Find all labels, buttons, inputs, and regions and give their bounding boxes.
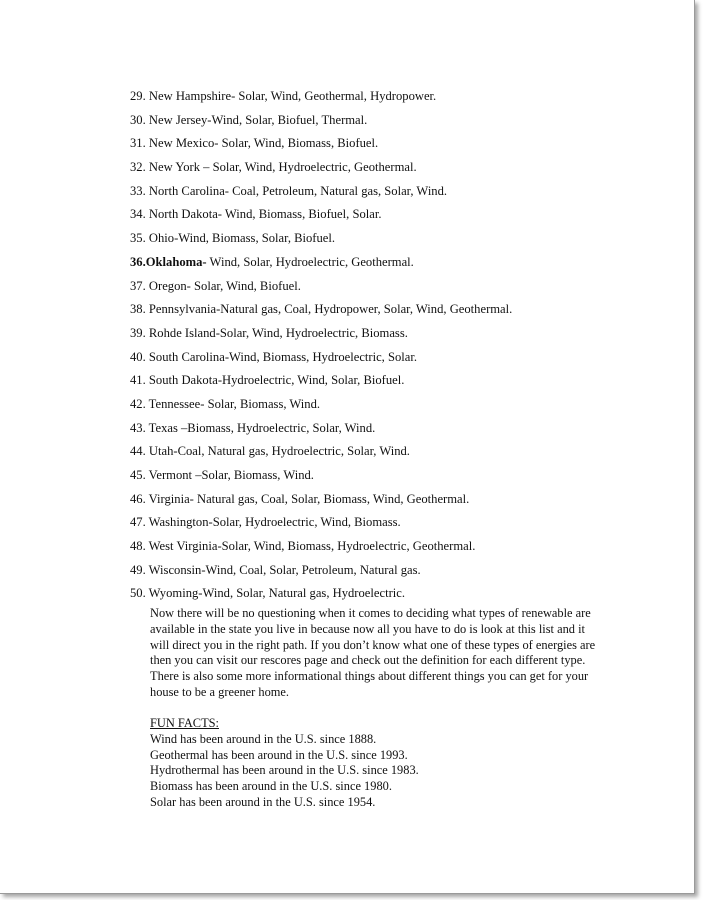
list-item: [130, 560, 670, 584]
item-text: New Mexico- Solar, Wind, Biomass, Biofuel.: [148, 136, 379, 151]
item-text: Rohde Island-Solar, Wind, Hydroelectric, Biomass.: [148, 325, 408, 340]
item-text: Wind, Solar, Hydroelectric, Geothermal.: [206, 254, 414, 269]
item-text: Wyoming-Wind, Solar, Natural gas, Hydroelectric.: [148, 586, 405, 601]
item-number: 31.: [130, 136, 146, 151]
list-item: [130, 394, 670, 418]
item-text: South Carolina-Wind, Biomass, Hydroelectric, Solar.: [148, 349, 418, 364]
list-item: [130, 536, 670, 560]
fun-facts-title: FUN FACTS:: [150, 716, 219, 730]
list-item: [130, 299, 670, 323]
fun-facts-section: [150, 716, 606, 811]
list-item: [130, 489, 670, 513]
item-number: 32.: [130, 160, 146, 175]
item-text: Wisconsin-Wind, Coal, Solar, Petroleum, Natural gas.: [148, 562, 421, 577]
item-number: 39.: [130, 325, 146, 340]
list-item: [130, 157, 670, 181]
item-text: New Jersey-Wind, Solar, Biofuel, Thermal.: [148, 112, 368, 127]
list-item: [130, 181, 670, 205]
list-item: [130, 276, 670, 300]
item-text: West Virginia-Solar, Wind, Biomass, Hydroelectric, Geothermal.: [148, 539, 476, 554]
list-item: [130, 133, 670, 157]
fun-fact: Solar has been around in the U.S. since 1954.: [150, 794, 376, 809]
item-number: 29.: [130, 89, 146, 103]
list-item: [130, 418, 670, 442]
item-number: 50.: [130, 586, 146, 601]
list-item: [130, 228, 670, 252]
item-number: 40.: [130, 349, 146, 364]
list-item: [130, 204, 670, 228]
list-item: [130, 583, 670, 607]
item-number: 47.: [130, 515, 146, 530]
item-state-name: Oklahoma-: [145, 254, 207, 269]
item-number: 49.: [130, 562, 146, 577]
list-item: [130, 252, 670, 276]
item-number: 38.: [130, 302, 146, 317]
item-text: North Dakota- Wind, Biomass, Biofuel, Solar.: [148, 207, 382, 222]
fun-fact: Geothermal has been around in the U.S. since 1993.: [150, 747, 408, 762]
item-number: 45.: [130, 468, 146, 482]
item-number: 30.: [130, 112, 146, 127]
item-number: 37.: [130, 278, 146, 293]
list-item: [130, 323, 670, 347]
item-text: Tennessee- Solar, Biomass, Wind.: [148, 396, 321, 411]
item-text: Virginia- Natural gas, Coal, Solar, Biomass, Wind, Geothermal.: [148, 491, 470, 506]
item-text: Texas –Biomass, Hydroelectric, Solar, Wind.: [148, 420, 376, 435]
list-item: [130, 370, 670, 394]
item-text: Utah-Coal, Natural gas, Hydroelectric, Solar, Wind.: [148, 444, 410, 459]
item-number: 35.: [130, 231, 146, 246]
item-number: 36.: [130, 254, 146, 269]
state-energy-list: [130, 86, 670, 607]
item-number: 48.: [130, 539, 146, 554]
list-item: [130, 110, 670, 134]
fun-fact: Biomass has been around in the U.S. since 1980.: [150, 779, 392, 794]
item-text: Pennsylvania-Natural gas, Coal, Hydropower, Solar, Wind, Geothermal.: [148, 302, 513, 317]
item-text: Ohio-Wind, Biomass, Solar, Biofuel.: [148, 231, 336, 246]
item-text: Oregon- Solar, Wind, Biofuel.: [148, 278, 301, 293]
item-text: South Dakota-Hydroelectric, Wind, Solar, Biofuel.: [148, 373, 405, 388]
item-text: Vermont –Solar, Biomass, Wind.: [148, 468, 314, 482]
item-number: 42.: [130, 396, 146, 411]
list-item: [130, 512, 670, 536]
list-item: [130, 441, 670, 465]
item-number: 34.: [130, 207, 146, 222]
list-item: [130, 86, 670, 110]
list-item: [130, 347, 670, 371]
intro-paragraph: Now there will be no questioning when it comes to deciding what types of renewable are available in the state you live in because now all you have to do is look at this list and it will direct you in the right path. If you don’t know what one of these types of energies are then you can visit our rescores page and check out the definition for each different type. There is also some more informational things about different things you can get for your house to be a greener home.: [150, 606, 596, 699]
item-number: 46.: [130, 491, 146, 506]
item-number: 44.: [130, 444, 146, 459]
item-text: Washington-Solar, Hydroelectric, Wind, Biomass.: [148, 515, 401, 530]
fun-fact: Wind has been around in the U.S. since 1888.: [150, 731, 377, 746]
fun-fact: Hydrothermal has been around in the U.S. since 1983.: [150, 763, 419, 778]
item-text: New York – Solar, Wind, Hydroelectric, Geothermal.: [148, 160, 417, 175]
item-text: North Carolina- Coal, Petroleum, Natural gas, Solar, Wind.: [148, 183, 448, 198]
item-number: 43.: [130, 420, 146, 435]
item-text: New Hampshire- Solar, Wind, Geothermal, Hydropower.: [148, 89, 437, 103]
item-number: 41.: [130, 373, 146, 388]
list-item: [130, 465, 670, 489]
item-number: 33.: [130, 183, 146, 198]
